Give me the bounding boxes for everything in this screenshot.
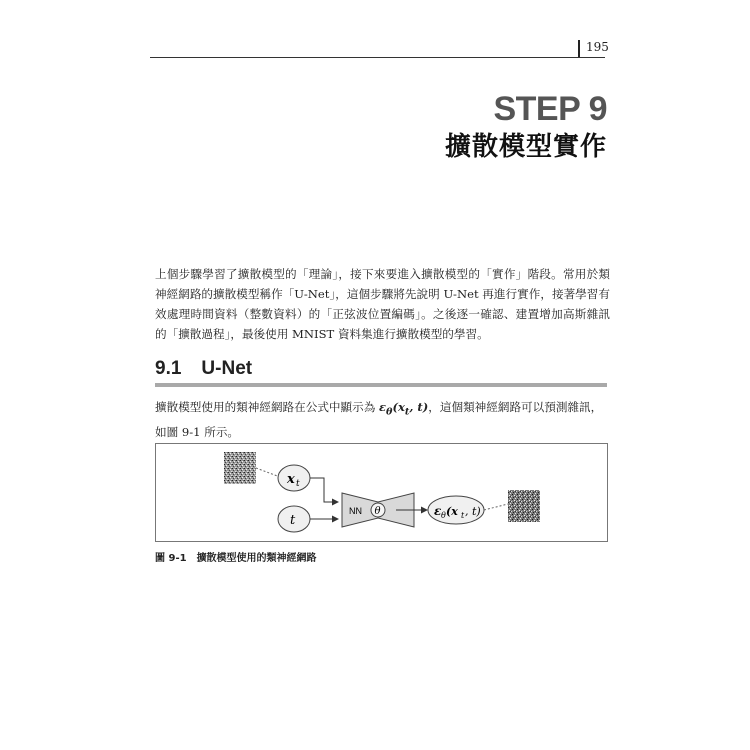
output-args-end: , t) — [465, 505, 481, 518]
theta-label: θ — [374, 506, 381, 517]
formula-args-end: , t) — [409, 400, 429, 414]
body-text-before: 擴散模型使用的類神經網路在公式中顯示為 — [155, 400, 379, 414]
unet-diagram — [156, 444, 607, 541]
predicted-noise-image — [508, 490, 540, 522]
section-title: U-Net — [201, 358, 253, 379]
section-heading — [155, 358, 607, 387]
arrow-xt-to-nn — [310, 478, 338, 502]
formula-args-sub: t — [404, 406, 410, 418]
dashed-link-output — [484, 504, 508, 510]
page-number: 195 — [586, 40, 609, 54]
noise-formula — [378, 400, 429, 418]
output-args-sub: t — [461, 511, 465, 520]
figure-9-1 — [155, 443, 608, 542]
caption-id: 圖 9-1 — [155, 553, 187, 564]
input-xt-sub: t — [296, 479, 300, 489]
figure-caption — [155, 549, 317, 564]
output-sub: θ — [441, 511, 446, 520]
input-t-label: t — [290, 513, 296, 528]
input-xt-label: x — [287, 472, 295, 487]
output-symbol: ε — [434, 504, 442, 518]
step-label: STEP 9 — [493, 90, 607, 128]
chapter-title: 擴散模型實作 — [444, 132, 607, 162]
formula-sub: θ — [386, 406, 393, 418]
input-noise-image — [224, 452, 256, 484]
body-paragraph — [155, 397, 610, 442]
page-number-bar — [578, 40, 580, 57]
nn-label: NN — [349, 506, 362, 516]
intro-paragraph: 上個步驟學習了擴散模型的「理論」，接下來要進入擴散模型的「實作」階段。常用於類神經網路的擴散模型稱作「U-Net」，這個步驟將先說明 U-Net 再進行實作，接著學習有效處理時間資料（整數資料）的「正弦波位置編碼」。之後逐一確認、建置增加高斯雜訊的「擴散過程」，最後使用 MNIST 資料集進行擴散模型的學習。 — [155, 267, 610, 341]
body-text-after: ，這個類神經網路可以預測雜訊，如圖 9-1 所示。 — [155, 400, 603, 440]
section-number: 9.1 — [155, 358, 182, 379]
output-args: (x — [446, 505, 458, 518]
formula-symbol: ε — [378, 400, 387, 414]
caption-text: 擴散模型使用的類神經網路 — [196, 553, 317, 564]
dashed-link — [256, 468, 280, 477]
formula-args: (x — [392, 400, 405, 414]
header-rule — [150, 57, 605, 58]
